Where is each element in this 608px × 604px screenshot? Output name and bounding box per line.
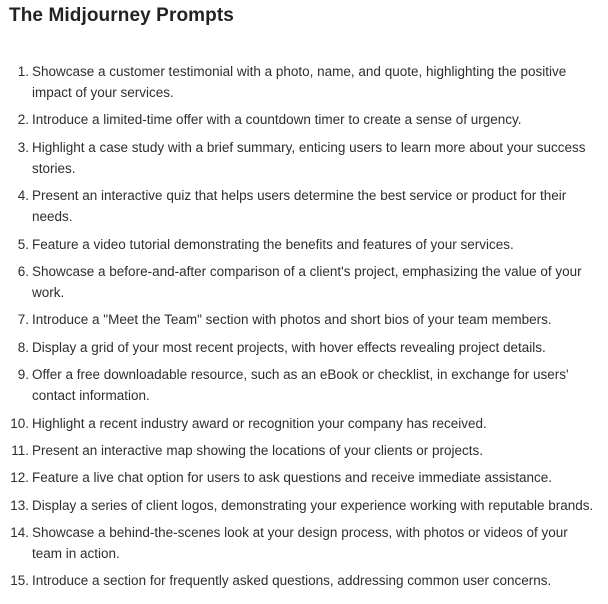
list-item-number: 12. (10, 470, 29, 486)
list-item-number: 7. (17, 312, 29, 328)
list-item (9, 234, 598, 255)
list-item (9, 61, 598, 103)
list-item (9, 261, 598, 303)
list-item (9, 522, 598, 564)
list-item-text: Highlight a case study with a brief summary, enticing users to learn more about your success stories. (32, 139, 586, 176)
list-item (9, 109, 598, 130)
list-item (9, 309, 598, 330)
list-item-number: 11. (11, 442, 29, 458)
list-item-text: Offer a free downloadable resource, such as an eBook or checklist, in exchange for users' contact information. (32, 367, 569, 404)
list-item (9, 495, 598, 516)
page-title: The Midjourney Prompts (9, 5, 234, 26)
list-item-number: 9. (17, 367, 29, 383)
list-item (9, 364, 598, 406)
list-item-number: 15. (10, 573, 29, 589)
list-item (9, 337, 598, 358)
list-item-text: Showcase a behind-the-scenes look at your design process, with photos or videos of your team in action. (32, 525, 568, 562)
list-item-text: Showcase a customer testimonial with a photo, name, and quote, highlighting the positive impact of your services. (32, 64, 567, 100)
list-item-text: Introduce a "Meet the Team" section with photos and short bios of your team members. (32, 312, 552, 328)
list-item-number: 1. (17, 64, 29, 79)
list-item (9, 570, 598, 591)
list-item-number: 4. (17, 188, 29, 204)
list-item-number: 6. (17, 263, 29, 279)
list-item (9, 185, 598, 227)
list-item-number: 13. (10, 497, 29, 513)
list-item-number: 2. (17, 112, 29, 128)
list-item-text: Display a series of client logos, demonstrating your experience working with reputable brands. (32, 497, 594, 513)
list-item-text: Feature a video tutorial demonstrating the benefits and features of your services. (32, 236, 514, 252)
list-item (9, 413, 598, 434)
list-item-number: 5. (17, 236, 29, 252)
list-item-text: Display a grid of your most recent projects, with hover effects revealing project details. (32, 339, 546, 355)
list-item-text: Highlight a recent industry award or recognition your company has received. (32, 415, 487, 431)
prompt-list (9, 61, 598, 591)
list-item-number: 10. (10, 415, 29, 431)
list-item-text: Feature a live chat option for users to ask questions and receive immediate assistance. (32, 470, 553, 486)
list-item-text: Present an interactive map showing the locations of your clients or projects. (32, 442, 483, 458)
list-item-text: Present an interactive quiz that helps users determine the best service or product for their needs. (32, 188, 567, 225)
list-item-number: 8. (17, 339, 29, 355)
list-item-text: Introduce a limited-time offer with a countdown timer to create a sense of urgency. (32, 112, 522, 128)
list-item (9, 467, 598, 488)
list-item-number: 3. (17, 139, 29, 155)
list-item-number: 14. (10, 525, 29, 541)
list-item (9, 137, 598, 179)
list-item-text: Introduce a section for frequently asked questions, addressing common user concerns. (32, 573, 552, 589)
list-item-text: Showcase a before-and-after comparison of a client's project, emphasizing the value of your work. (32, 263, 582, 300)
list-item (9, 440, 598, 461)
